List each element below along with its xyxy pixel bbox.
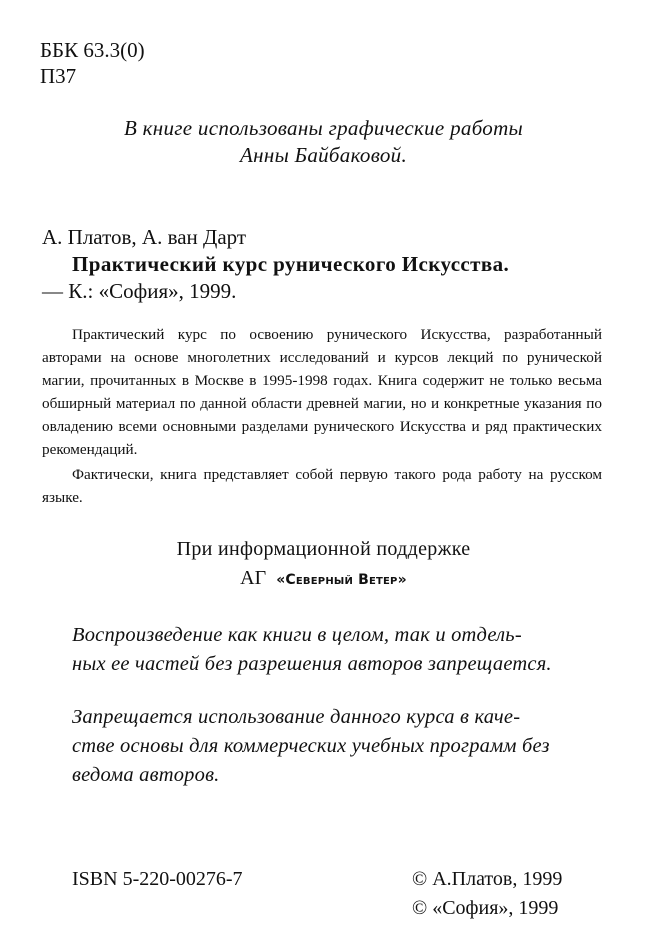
commercial-notice-line-1: Запрещается использование данного курса в каче- bbox=[72, 706, 521, 728]
author-mark: П37 bbox=[40, 64, 77, 88]
reproduction-notice-line-1: Воспроизведение как книги в целом, так и отдель- bbox=[72, 624, 522, 646]
commercial-notice-line-2: стве основы для коммерческих учебных программ без bbox=[72, 735, 550, 757]
abstract-text-1: Практический курс по освоению рунического Искусства, разработанный авторами на основе многолетних исследований и курсов лекций по рунической магии, прочитанных в Москве в 1995-1998 годах. Книга содержит не только весьма обширный материал по данной области древней магии, но и конкретные указания по овладению всеми основными разделами рунического Искусства и ряд практических рекомендаций. bbox=[42, 326, 602, 458]
citation-publisher: — К.: «София», 1999. bbox=[42, 279, 237, 303]
illustration-credit-line-2: Анны Байбаковой. bbox=[240, 143, 407, 167]
copyright-publisher: © «София», 1999 bbox=[412, 897, 559, 919]
abstract-text-2: Фактически, книга представляет собой первую такого рода работу на русском языке. bbox=[42, 466, 602, 506]
support-prefix: АГ bbox=[240, 567, 267, 589]
reproduction-notice-line-2: ных ее частей без разрешения авторов запрещается. bbox=[72, 653, 552, 675]
organization-name: «Северный Ветер» bbox=[276, 572, 407, 588]
isbn: ISBN 5-220-00276-7 bbox=[72, 868, 243, 890]
citation-title: Практический курс рунического Искусства. bbox=[72, 252, 510, 276]
support-organization bbox=[0, 567, 647, 590]
support-line: При информационной поддержке bbox=[176, 538, 471, 560]
commercial-notice-line-3: ведома авторов. bbox=[72, 764, 220, 786]
copyright-authors: © А.Платов, 1999 bbox=[412, 868, 563, 890]
citation-authors: А. Платов, А. ван Дарт bbox=[42, 225, 247, 249]
abstract-paragraph-1 bbox=[42, 323, 602, 461]
bbk-code: ББК 63.3(0) bbox=[40, 38, 145, 62]
commercial-use-notice bbox=[72, 703, 620, 790]
reproduction-notice bbox=[72, 621, 620, 679]
illustration-credit-line-1: В книге использованы графические работы bbox=[123, 116, 524, 140]
abstract-paragraph-2 bbox=[42, 463, 602, 509]
